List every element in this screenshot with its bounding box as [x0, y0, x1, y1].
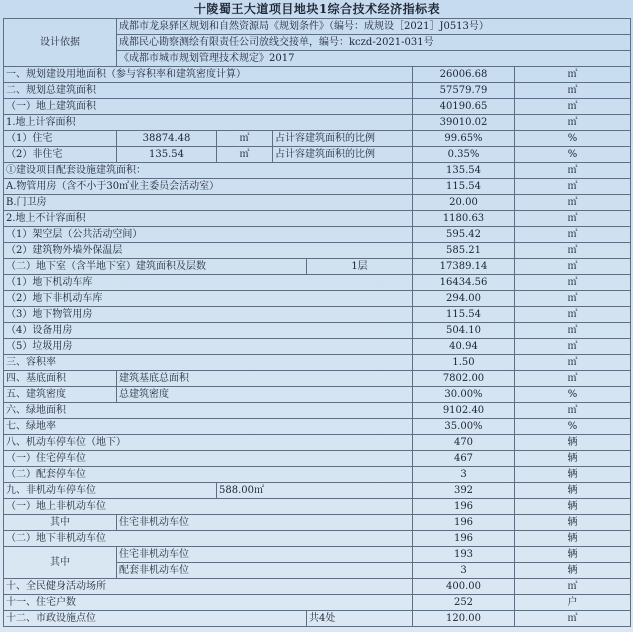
row-area-unit: ㎡ [217, 147, 273, 163]
row-label: 八、机动车停车位（地下） [4, 435, 413, 451]
row-unit: ㎡ [515, 163, 631, 179]
row-unit: ㎡ [515, 99, 631, 115]
row-area: 135.54 [117, 147, 217, 163]
row-label: （2）建筑物外墙外保温层 [4, 243, 413, 259]
row-unit: ㎡ [515, 67, 631, 83]
row-unit: ㎡ [515, 275, 631, 291]
row-label: 三、容积率 [4, 355, 413, 371]
row-value: 115.54 [413, 179, 515, 195]
row-unit: 辆 [515, 499, 631, 515]
row-label: （1）住宅 [4, 131, 117, 147]
table-row [4, 163, 631, 179]
table-row [4, 547, 631, 563]
row-value: 3 [413, 467, 515, 483]
row-floors: 1层 [307, 259, 413, 275]
table-row [4, 387, 631, 403]
basis-row [4, 19, 631, 35]
row-label: 四、基底面积 [4, 371, 117, 387]
row-value: 196 [413, 531, 515, 547]
row-value: 252 [413, 595, 515, 611]
row-unit: ㎡ [515, 371, 631, 387]
row-sub-label: 总建筑密度 [117, 387, 413, 403]
table-row [4, 355, 631, 371]
row-count: 共4处 [307, 611, 413, 627]
row-label: 1.地上计容面积 [4, 115, 413, 131]
table-row [4, 67, 631, 83]
row-sub-label: 配套非机动车位 [117, 563, 413, 579]
row-unit: ㎡ [515, 115, 631, 131]
row-value: 120.00 [413, 611, 515, 627]
row-area: 38874.48 [117, 131, 217, 147]
row-value: 17389.14 [413, 259, 515, 275]
row-label: （2）地下非机动车库 [4, 291, 413, 307]
table-row [4, 83, 631, 99]
table-row [4, 323, 631, 339]
row-label: （一）地上建筑面积 [4, 99, 413, 115]
row-label: 十一、住宅户数 [4, 595, 413, 611]
row-label: 九、非机动车停车位 [4, 483, 217, 499]
row-value: 193 [413, 547, 515, 563]
row-value: 99.65% [413, 131, 515, 147]
row-unit: 辆 [515, 531, 631, 547]
row-unit: 辆 [515, 515, 631, 531]
row-value: 595.42 [413, 227, 515, 243]
row-unit: ㎡ [515, 579, 631, 595]
row-label: （二）地下非机动车位 [4, 531, 413, 547]
row-area-unit: ㎡ [217, 131, 273, 147]
row-label: 其中 [4, 547, 117, 579]
indicator-table [3, 0, 631, 627]
table-row [4, 115, 631, 131]
table-row [4, 579, 631, 595]
table-row [4, 195, 631, 211]
row-ratio-label: 占计容建筑面积的比例 [273, 131, 413, 147]
row-sub-label: 建筑基底总面积 [117, 371, 413, 387]
row-value: 294.00 [413, 291, 515, 307]
row-value: 196 [413, 499, 515, 515]
row-unit: % [515, 147, 631, 163]
row-unit: ㎡ [515, 339, 631, 355]
table-row [4, 483, 631, 499]
table-row [4, 243, 631, 259]
row-unit: ㎡ [515, 307, 631, 323]
row-sub-label: 住宅非机动车位 [117, 515, 413, 531]
basis-line-1: 成都市龙泉驿区规划和自然资源局《规划条件》（编号：成规设［2021］J0513号） [117, 19, 631, 35]
row-unit: ㎡ [515, 195, 631, 211]
row-value: 467 [413, 451, 515, 467]
table-row [4, 259, 631, 275]
row-value: 196 [413, 515, 515, 531]
title-row [4, 0, 631, 19]
row-value: 115.54 [413, 307, 515, 323]
row-value: 0.35% [413, 147, 515, 163]
row-value: 504.10 [413, 323, 515, 339]
table-row [4, 307, 631, 323]
row-unit: ㎡ [515, 227, 631, 243]
row-label: ①建设项目配套设施建筑面积： [4, 163, 413, 179]
row-unit: ㎡ [515, 323, 631, 339]
row-unit: % [515, 387, 631, 403]
table-row [4, 371, 631, 387]
row-unit: ㎡ [515, 355, 631, 371]
table-row [4, 515, 631, 531]
row-unit: ㎡ [515, 403, 631, 419]
row-value: 16434.56 [413, 275, 515, 291]
row-value: 40190.65 [413, 99, 515, 115]
table-row [4, 499, 631, 515]
row-unit: 辆 [515, 435, 631, 451]
row-label: 二、规划总建筑面积 [4, 83, 413, 99]
table-row [4, 435, 631, 451]
row-unit: ㎡ [515, 291, 631, 307]
table-row [4, 227, 631, 243]
row-value: 39010.02 [413, 115, 515, 131]
row-value: 1.50 [413, 355, 515, 371]
table-row [4, 403, 631, 419]
row-unit: 辆 [515, 467, 631, 483]
row-value: 7802.00 [413, 371, 515, 387]
row-label: B.门卫房 [4, 195, 413, 211]
row-label: （二）地下室（含半地下室）建筑面积及层数 [4, 259, 307, 275]
row-value: 585.21 [413, 243, 515, 259]
row-label: （4）设备用房 [4, 323, 413, 339]
basis-line-3: 《成都市城市规划管理技术规定》2017 [117, 51, 631, 67]
row-label: 七、绿地率 [4, 419, 413, 435]
row-sub-label: 住宅非机动车位 [117, 547, 413, 563]
row-value: 40.94 [413, 339, 515, 355]
row-label: 五、建筑密度 [4, 387, 117, 403]
table-row [4, 275, 631, 291]
row-label: （5）垃圾用房 [4, 339, 413, 355]
row-unit: 辆 [515, 563, 631, 579]
row-value: 9102.40 [413, 403, 515, 419]
row-value: 135.54 [413, 163, 515, 179]
row-area: 588.00㎡ [217, 483, 413, 499]
table-row [4, 211, 631, 227]
table-row [4, 467, 631, 483]
row-unit: ㎡ [515, 259, 631, 275]
row-unit: ㎡ [515, 611, 631, 627]
row-label: （二）配套停车位 [4, 467, 413, 483]
row-label: （1）地下机动车库 [4, 275, 413, 291]
table-row [4, 339, 631, 355]
row-ratio-label: 占计容建筑面积的比例 [273, 147, 413, 163]
row-value: 1180.63 [413, 211, 515, 227]
row-label: 十、全民健身活动场所 [4, 579, 413, 595]
row-value: 470 [413, 435, 515, 451]
table-row [4, 531, 631, 547]
row-label: （一）住宅停车位 [4, 451, 413, 467]
row-label: （2）非住宅 [4, 147, 117, 163]
row-unit: ㎡ [515, 211, 631, 227]
row-value: 3 [413, 563, 515, 579]
table-row [4, 611, 631, 627]
row-value: 400.00 [413, 579, 515, 595]
table-title: 十陵蜀王大道项目地块1综合技术经济指标表 [4, 0, 631, 19]
row-value: 35.00% [413, 419, 515, 435]
row-label: 一、规划建设用地面积（参与容积率和建筑密度计算） [4, 67, 413, 83]
table-row [4, 419, 631, 435]
table-row [4, 179, 631, 195]
row-label: （1）架空层（公共活动空间） [4, 227, 413, 243]
row-unit: 户 [515, 595, 631, 611]
row-label: 六、绿地面积 [4, 403, 413, 419]
table-row [4, 131, 631, 147]
table-row [4, 291, 631, 307]
row-label: A.物管用房（含不小于30㎡业主委员会活动室） [4, 179, 413, 195]
row-unit: % [515, 419, 631, 435]
row-label: 2.地上不计容面积 [4, 211, 413, 227]
basis-label: 设计依据 [4, 19, 117, 67]
row-value: 30.00% [413, 387, 515, 403]
row-unit: ㎡ [515, 179, 631, 195]
row-label: （3）地下物管用房 [4, 307, 413, 323]
table-row [4, 147, 631, 163]
row-unit: 辆 [515, 483, 631, 499]
row-unit: 辆 [515, 547, 631, 563]
row-value: 57579.79 [413, 83, 515, 99]
row-value: 20.00 [413, 195, 515, 211]
table-row [4, 595, 631, 611]
row-unit: ㎡ [515, 83, 631, 99]
table-row [4, 99, 631, 115]
row-label: （一）地上非机动车位 [4, 499, 413, 515]
row-label: 其中 [4, 515, 117, 531]
row-value: 392 [413, 483, 515, 499]
row-unit: % [515, 131, 631, 147]
row-label: 十二、市政设施点位 [4, 611, 307, 627]
row-unit: 辆 [515, 451, 631, 467]
row-unit: ㎡ [515, 243, 631, 259]
basis-line-2: 成都民心勘察测绘有限责任公司放线交接单，编号：kczd-2021-031号 [117, 35, 631, 51]
table-row [4, 451, 631, 467]
row-value: 26006.68 [413, 67, 515, 83]
